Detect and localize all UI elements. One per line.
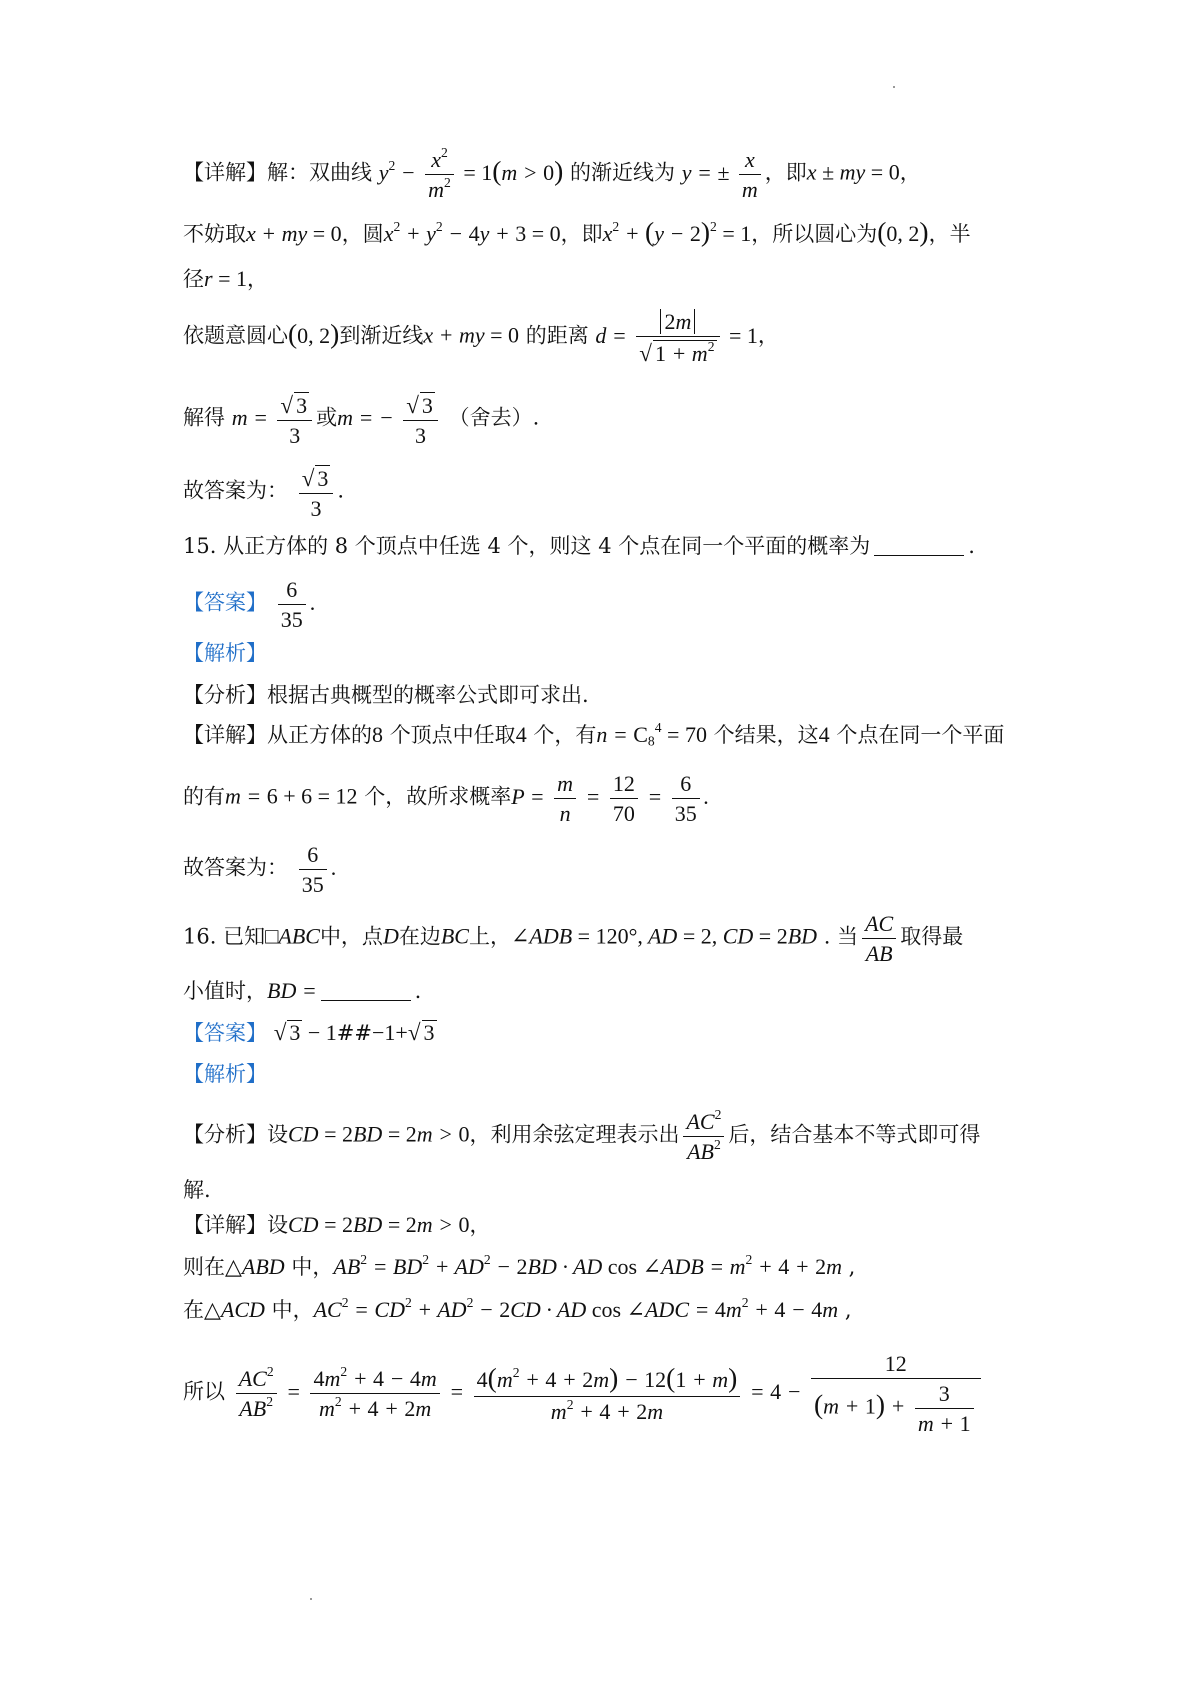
- q16-analysis-label: 【解析】: [183, 1062, 267, 1086]
- q16-detail-1: 【详解】设CD = 2BD = 2m > 0，: [183, 1212, 491, 1237]
- q16-fenxi: 【分析】设CD = 2BD = 2m > 0，利用余弦定理表示出 $\frac{AC^2}{AB^2}$ 后，结合基本不等式即可得: [183, 1107, 981, 1165]
- q16-line-2: 小值时，BD = .: [183, 978, 422, 1003]
- hyperbola-equation: $y^2$ − $\frac{x^2}{m^2}$ = 1(m > 0): [378, 145, 564, 203]
- answer-blank: [874, 555, 964, 556]
- q15-final: 故答案为： $\frac{6}{35}$ .: [183, 842, 337, 898]
- question-15: 15. 从正方体的 8 个顶点中任选 4 个，则这 4 个点在同一个平面的概率为 .: [183, 534, 975, 558]
- scan-dot: [893, 86, 895, 88]
- ratio-derivation: $\frac{AC^2}{AB^2}$ = $\frac{4m^2 + 4 - 4m}{m^2 + 4 + 2m}$ = $\frac{4(m^2 + 4 + 2m) - 12(1 + m)}{m^2 + 4 + 2m}$ = 4 − 12 (m + 1) + $\frac{3}{m + 1}$: [232, 1379, 985, 1404]
- detail-line-4: 依题意圆心(0, 2)到渐近线x + my = 0 的距离 d = $\frac{2m}{√ 1 + m^2}$ = 1，: [183, 309, 779, 367]
- detail-label: 【详解】: [183, 160, 267, 185]
- q15-answer: 【答案】 $\frac{6}{35}$ .: [183, 577, 316, 633]
- question-number: 16.: [183, 924, 217, 949]
- answer-label: 【答案】: [183, 1021, 267, 1045]
- detail-line-1: 【详解】解：双曲线 $y^2$ − $\frac{x^2}{m^2}$ = 1(m > 0) 的渐近线为 y = ± $\frac{x}{m}$ ，即x ± my = 0，: [183, 145, 921, 203]
- answer-blank: [321, 1000, 411, 1001]
- detail-line-2: 不妨取x + my = 0，圆$x^2 + y^2 - 4y + 3 = 0$，即$x^2 + (y - 2)^2 = 1$，所以圆心为(0, 2)，半: [183, 216, 971, 247]
- q16-answer: 【答案】 √ 3 − 1##−1+√ 3: [183, 1019, 435, 1045]
- detail-line-5: 解得 m = $\frac{√ 3}{3}$ 或m = − $\frac{√ 3}{3}$ （舍去）.: [183, 392, 540, 449]
- q15-fenxi: 【分析】根据古典概型的概率公式即可求出.: [183, 683, 589, 707]
- q16-fenxi-2: 解.: [183, 1178, 211, 1202]
- law-of-cosines-acd: $AC^2 = CD^2 + AD^2 - 2CD$ · AD cos ∠ADC = $4m^2 + 4 - 4m$: [313, 1295, 839, 1322]
- q15-detail-1: 【详解】从正方体的8 个顶点中任取4 个，有$n = C_8^4 = 70$ 个结果，这4 个点在同一个平面: [183, 720, 1005, 749]
- probability-formula: P = $\frac{m}{n}$ = $\frac{12}{70}$ = $\frac{6}{35}$ .: [511, 771, 710, 827]
- q15-detail-2: 的有m = 6 + 6 = 12 个，故所求概率P = $\frac{m}{n}$ = $\frac{12}{70}$ = $\frac{6}{35}$ .: [183, 771, 710, 827]
- q16-detail-3: 在△ACD 中，$AC^2 = CD^2 + AD^2 - 2CD$ · AD cos ∠ADC = $4m^2 + 4 - 4m$ ,: [183, 1295, 852, 1322]
- scan-dot: [310, 1598, 312, 1600]
- law-of-cosines-abd: $AB^2 = BD^2 + AD^2 - 2BD$ · AD cos ∠ADB = $m^2 + 4 + 2m$: [333, 1252, 842, 1279]
- asymptote-equation: y = ± $\frac{x}{m}$: [682, 160, 765, 185]
- q16-detail-4: 所以 $\frac{AC^2}{AB^2}$ = $\frac{4m^2 + 4 - 4m}{m^2 + 4 + 2m}$ = $\frac{4(m^2 + 4 + 2m) - 12(1 + m)}{m^2 + 4 + 2m}$ = 4 − 12 (m + 1) + $\frac{3}{m + 1}$: [183, 1352, 985, 1435]
- distance-formula: d = $\frac{2m}{√ 1 + m^2}$ = 1: [595, 309, 758, 367]
- q15-analysis-label: 【解析】: [183, 641, 267, 665]
- detail-line-3: 径r = 1，: [183, 266, 268, 291]
- question-16: 16. 已知□ABC中，点D在边BC上，∠ADB = 120°, AD = 2, CD = 2BD . 当 $\frac{AC}{AB}$ 取得最: [183, 911, 964, 967]
- question-number: 15.: [183, 534, 217, 558]
- circle-equation: $x^2 + y^2 - 4y + 3 = 0$: [383, 219, 561, 246]
- combination: $n = C_8^4 = 70$: [596, 720, 707, 749]
- q16-detail-2: 则在△ABD 中，$AB^2 = BD^2 + AD^2 - 2BD$ · AD cos ∠ADB = $m^2 + 4 + 2m$ ,: [183, 1252, 856, 1279]
- answer-label: 【答案】: [183, 590, 267, 615]
- detail-line-6: 故答案为： $\frac{√ 3}{3}$ .: [183, 465, 345, 522]
